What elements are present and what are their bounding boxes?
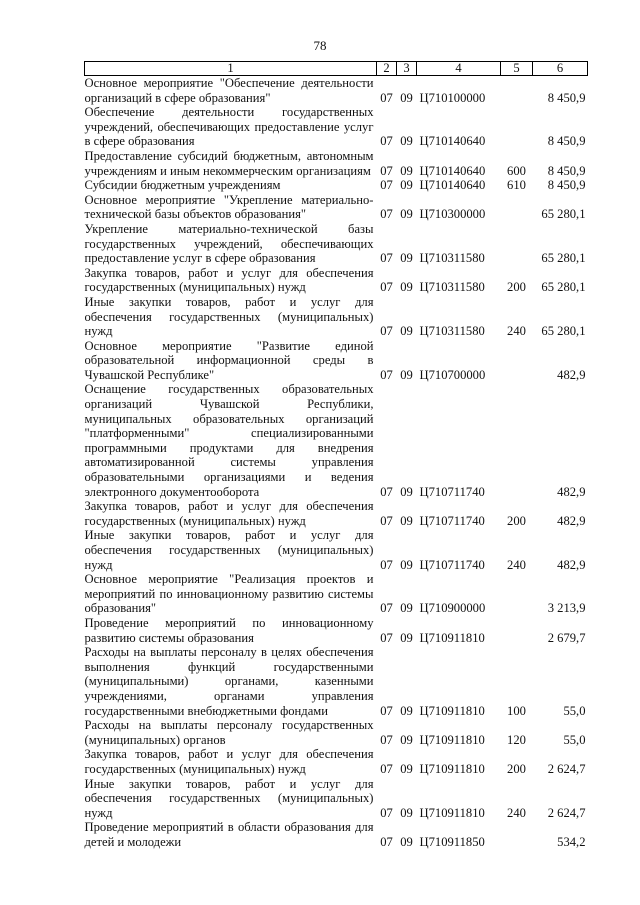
row-subsection: 09	[400, 630, 413, 645]
row-target-code: Ц710711740	[419, 513, 485, 528]
row-name: Иные закупки товаров, работ и услуг для обеспечения государственных (муниципальных) нужд	[84, 294, 374, 339]
row-name: Закупка товаров, работ и услуг для обеспечения государственных (муниципальных) нужд	[84, 499, 374, 528]
row-section: 07	[380, 484, 393, 499]
row-name: Оснащение государственных образовательных организаций Чувашской Республики, муниципальных образовательных организаций "платформенными" специализированными программными продуктами для внедрения автоматизированной системы управления образовательными организациями и ведения электронного документооборота	[84, 382, 374, 499]
row-subsection: 09	[400, 703, 413, 718]
row-name: Расходы на выплаты персоналу государственных (муниципальных) органов	[84, 718, 374, 747]
row-target-code: Ц710911810	[419, 805, 485, 820]
row-amount: 65 280,1	[541, 280, 586, 295]
row-name: Иные закупки товаров, работ и услуг для обеспечения государственных (муниципальных) нужд	[84, 528, 374, 572]
table-row	[85, 105, 588, 149]
row-target-code: Ц710300000	[419, 207, 486, 222]
row-expense-type: 200	[507, 513, 526, 528]
table-row	[85, 820, 588, 849]
table-row	[85, 645, 588, 718]
row-section: 07	[380, 280, 393, 295]
row-section: 07	[380, 90, 393, 105]
row-section: 07	[380, 834, 393, 849]
row-target-code: Ц710911810	[419, 703, 485, 718]
table-row	[85, 572, 588, 616]
row-target-code: Ц710311580	[419, 324, 485, 339]
row-target-code: Ц710911850	[419, 834, 485, 849]
row-name: Основное мероприятие "Реализация проектов и мероприятий по инновационному развитию системы образования"	[84, 572, 374, 616]
row-subsection: 09	[400, 513, 413, 528]
row-subsection: 09	[400, 90, 413, 105]
row-subsection: 09	[400, 163, 413, 178]
row-subsection: 09	[400, 367, 413, 382]
row-target-code: Ц710311580	[419, 251, 485, 266]
row-name: Укрепление материально-технической базы государственных учреждений, обеспечивающих предоставление услуг в сфере образования	[84, 221, 374, 266]
row-amount: 482,9	[557, 484, 586, 499]
row-section: 07	[380, 178, 393, 193]
row-target-code: Ц710311580	[419, 280, 485, 295]
column-header-target-code: 4	[417, 62, 501, 76]
row-amount: 2 624,7	[547, 805, 586, 820]
row-section: 07	[380, 732, 393, 747]
row-expense-type	[501, 382, 533, 499]
table-row	[85, 499, 588, 528]
page-number: 78	[313, 38, 327, 53]
row-expense-type: 120	[507, 732, 526, 747]
row-section: 07	[380, 251, 393, 266]
row-section: 07	[380, 513, 393, 528]
row-subsection: 09	[400, 484, 413, 499]
column-header-expense-type: 5	[501, 62, 533, 76]
row-amount: 65 280,1	[541, 207, 586, 222]
row-section: 07	[380, 207, 393, 222]
row-expense-type	[501, 820, 533, 849]
table-row	[85, 382, 588, 499]
row-amount: 534,2	[557, 834, 586, 849]
row-subsection: 09	[400, 601, 413, 616]
row-amount: 8 450,9	[547, 90, 586, 105]
table-body	[85, 76, 588, 850]
row-section: 07	[380, 324, 393, 339]
budget-table	[84, 61, 588, 849]
row-expense-type	[501, 572, 533, 616]
column-header-name: 1	[85, 62, 377, 76]
row-name: Закупка товаров, работ и услуг для обеспечения государственных (муниципальных) нужд	[84, 747, 374, 776]
row-target-code: Ц710711740	[419, 557, 485, 572]
row-section: 07	[380, 761, 393, 776]
row-expense-type: 200	[507, 761, 526, 776]
row-target-code: Ц710140640	[419, 178, 486, 193]
row-section: 07	[380, 703, 393, 718]
row-target-code: Ц710140640	[419, 163, 486, 178]
row-target-code: Ц710700000	[419, 367, 486, 382]
row-expense-type: 100	[507, 703, 526, 718]
row-target-code: Ц710711740	[419, 484, 485, 499]
row-name: Проведение мероприятий по инновационному развитию системы образования	[84, 615, 374, 645]
table-row	[85, 616, 588, 645]
row-amount: 8 450,9	[547, 134, 586, 149]
row-section: 07	[380, 630, 393, 645]
row-expense-type: 610	[507, 178, 526, 193]
row-name: Основное мероприятие "Развитие единой образовательной информационной среды в Чувашской Республике"	[84, 338, 374, 382]
row-expense-type	[501, 193, 533, 222]
row-name: Основное мероприятие "Обеспечение деятельности организаций в сфере образования"	[84, 76, 374, 105]
row-expense-type: 600	[507, 163, 526, 178]
row-amount: 3 213,9	[547, 601, 586, 616]
table-row	[85, 76, 588, 106]
table-row	[85, 528, 588, 572]
row-target-code: Ц710911810	[419, 761, 485, 776]
table-row	[85, 747, 588, 776]
row-amount: 65 280,1	[541, 251, 586, 266]
row-section: 07	[380, 134, 393, 149]
table-row	[85, 777, 588, 821]
row-amount: 482,9	[557, 513, 586, 528]
table-row	[85, 339, 588, 383]
row-subsection: 09	[400, 761, 413, 776]
row-name: Расходы на выплаты персоналу в целях обеспечения выполнения функций государственными (муниципальными) органами, казенными учреждениями, органами управления государственными внебюджетными фондами	[84, 645, 374, 718]
row-expense-type	[501, 105, 533, 149]
row-section: 07	[380, 601, 393, 616]
row-amount: 482,9	[557, 367, 586, 382]
row-name: Закупка товаров, работ и услуг для обеспечения государственных (муниципальных) нужд	[84, 265, 374, 295]
row-subsection: 09	[400, 134, 413, 149]
row-amount: 2 624,7	[547, 761, 586, 776]
row-name: Предоставление субсидий бюджетным, автономным учреждениям и иным некоммерческим организациям	[84, 148, 374, 178]
row-subsection: 09	[400, 732, 413, 747]
row-subsection: 09	[400, 834, 413, 849]
row-subsection: 09	[400, 178, 413, 193]
row-section: 07	[380, 163, 393, 178]
column-header-section: 2	[377, 62, 397, 76]
table-header-row	[85, 62, 588, 76]
row-target-code: Ц710900000	[419, 601, 486, 616]
row-name: Основное мероприятие "Укрепление материально-технической базы объектов образования"	[84, 192, 374, 222]
column-header-amount: 6	[533, 62, 588, 76]
row-subsection: 09	[400, 324, 413, 339]
table-row	[85, 178, 588, 193]
row-name: Иные закупки товаров, работ и услуг для обеспечения государственных (муниципальных) нужд	[84, 776, 374, 820]
table-row	[85, 193, 588, 222]
row-amount: 65 280,1	[541, 324, 586, 339]
row-expense-type: 200	[507, 280, 526, 295]
row-target-code: Ц710911810	[419, 732, 485, 747]
table-row	[85, 718, 588, 747]
table-row	[85, 149, 588, 178]
row-expense-type	[501, 339, 533, 383]
row-section: 07	[380, 367, 393, 382]
row-amount: 482,9	[557, 557, 586, 572]
row-subsection: 09	[400, 280, 413, 295]
row-expense-type: 240	[507, 805, 526, 820]
column-header-subsection: 3	[397, 62, 417, 76]
row-expense-type: 240	[507, 324, 526, 339]
row-target-code: Ц710140640	[419, 134, 486, 149]
row-section: 07	[380, 805, 393, 820]
row-expense-type	[501, 222, 533, 266]
row-name: Проведение мероприятий в области образования для детей и молодежи	[84, 820, 374, 849]
row-name: Субсидии бюджетным учреждениям	[84, 178, 281, 193]
row-expense-type: 240	[507, 557, 526, 572]
row-subsection: 09	[400, 805, 413, 820]
row-expense-type	[501, 76, 533, 106]
row-section: 07	[380, 557, 393, 572]
row-expense-type	[501, 616, 533, 645]
row-amount: 8 450,9	[547, 163, 586, 178]
table-row	[85, 295, 588, 339]
row-target-code: Ц710911810	[419, 630, 485, 645]
row-subsection: 09	[400, 207, 413, 222]
table-row	[85, 266, 588, 295]
table-row	[85, 222, 588, 266]
row-amount: 8 450,9	[547, 178, 586, 193]
row-name: Обеспечение деятельности государственных учреждений, обеспечивающих предоставление услуг в сфере образования	[84, 105, 374, 149]
row-amount: 55,0	[563, 732, 586, 747]
row-amount: 2 679,7	[547, 630, 586, 645]
row-target-code: Ц710100000	[419, 90, 486, 105]
row-amount: 55,0	[563, 703, 586, 718]
row-subsection: 09	[400, 557, 413, 572]
row-subsection: 09	[400, 251, 413, 266]
